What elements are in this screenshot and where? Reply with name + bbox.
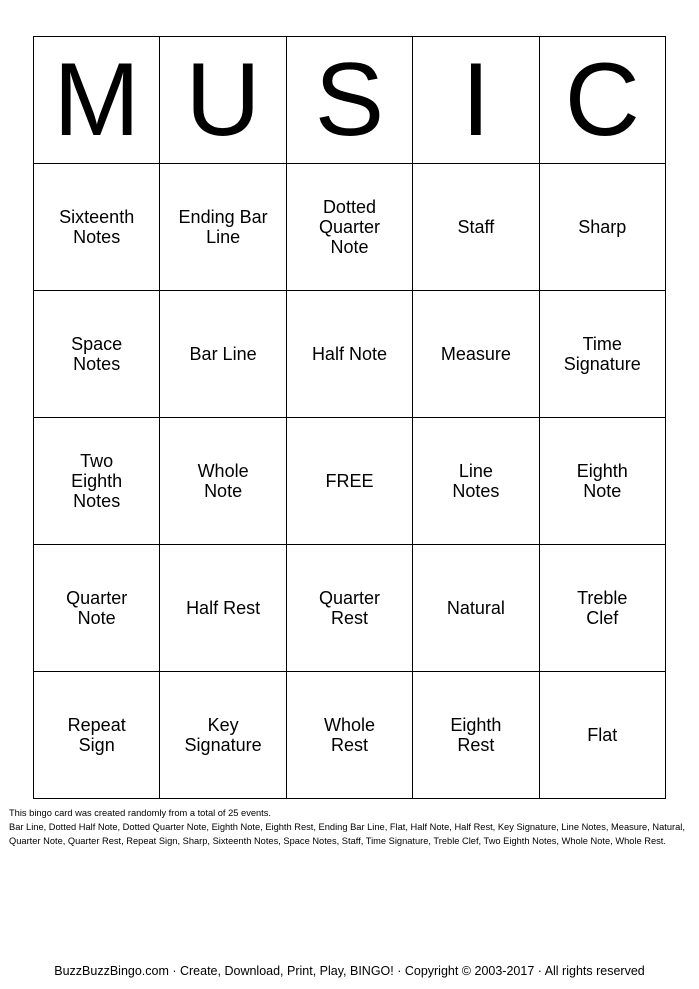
header-letter: S bbox=[286, 37, 412, 164]
bingo-cell bbox=[160, 545, 286, 672]
bingo-cell bbox=[413, 418, 539, 545]
bingo-cell bbox=[539, 672, 665, 799]
bingo-cell bbox=[539, 545, 665, 672]
bingo-cell-label: Sixteenth Notes bbox=[59, 207, 135, 247]
bingo-cell-label: Eighth Rest bbox=[450, 715, 502, 755]
bingo-cell-label: Whole Rest bbox=[323, 715, 375, 755]
bingo-cell-label: Sharp bbox=[578, 217, 627, 237]
bingo-cell bbox=[539, 418, 665, 545]
bingo-cell-label: Measure bbox=[440, 344, 511, 364]
bingo-cell bbox=[539, 291, 665, 418]
bingo-cell bbox=[160, 164, 286, 291]
bingo-cell bbox=[286, 545, 412, 672]
bingo-cell-label: Ending Bar Line bbox=[178, 207, 268, 247]
site-footer: BuzzBuzzBingo.com · Create, Download, Print, Play, BINGO! · Copyright © 2003-2017 · All rights reserved bbox=[54, 964, 645, 978]
header-letter: M bbox=[34, 37, 160, 164]
bingo-row bbox=[34, 545, 666, 672]
bingo-cell bbox=[34, 418, 160, 545]
bingo-cell bbox=[286, 164, 412, 291]
footnote-events: Bar Line, Dotted Half Note, Dotted Quarter Note, Eighth Note, Eighth Rest, Ending Bar Line, Flat, Half Note, Half Rest, Key Signature, Line Notes, Measure, Natural, Quarter Note, Quarter Rest, Repeat Sign, Sharp, Sixteenth Notes, Space Notes, Staff, Time Signature, Treble Clef, Two Eighth Notes, Whole Note, Whole Rest. bbox=[9, 822, 685, 846]
bingo-cell-label: Two Eighth Notes bbox=[71, 451, 123, 511]
bingo-cell bbox=[34, 545, 160, 672]
bingo-cell bbox=[413, 291, 539, 418]
card-footnote bbox=[9, 806, 690, 848]
bingo-cell-label: Line Notes bbox=[452, 461, 500, 501]
bingo-cell-label: Treble Clef bbox=[577, 588, 628, 628]
footnote-intro: This bingo card was created randomly from a total of 25 events. bbox=[9, 808, 271, 818]
bingo-cell bbox=[413, 164, 539, 291]
bingo-row bbox=[34, 291, 666, 418]
bingo-cell bbox=[413, 672, 539, 799]
bingo-row bbox=[34, 672, 666, 799]
bingo-cell-label: Natural bbox=[446, 598, 505, 618]
bingo-cell-label: Quarter Note bbox=[66, 588, 128, 628]
bingo-cell-label: Flat bbox=[587, 725, 618, 745]
bingo-cell bbox=[413, 545, 539, 672]
header-letter: U bbox=[160, 37, 286, 164]
bingo-card bbox=[33, 36, 666, 799]
free-space-label: FREE bbox=[325, 471, 374, 491]
bingo-cell-label: Half Rest bbox=[186, 598, 261, 618]
bingo-cell bbox=[539, 164, 665, 291]
bingo-cell bbox=[34, 164, 160, 291]
header-letter: C bbox=[539, 37, 665, 164]
free-space bbox=[286, 418, 412, 545]
bingo-cell-label: Dotted Quarter Note bbox=[318, 197, 380, 257]
bingo-cell-label: Quarter Rest bbox=[318, 588, 380, 628]
bingo-cell-label: Time Signature bbox=[563, 334, 641, 374]
bingo-cell-label: Staff bbox=[457, 217, 495, 237]
bingo-cell bbox=[160, 672, 286, 799]
bingo-cell bbox=[160, 418, 286, 545]
bingo-cell-label: Whole Note bbox=[197, 461, 249, 501]
bingo-cell-label: Key Signature bbox=[184, 715, 262, 755]
bingo-row bbox=[34, 164, 666, 291]
bingo-cell bbox=[34, 672, 160, 799]
bingo-cell-label: Half Note bbox=[311, 344, 387, 364]
bingo-cell-label: Space Notes bbox=[71, 334, 123, 374]
bingo-cell bbox=[286, 291, 412, 418]
bingo-cell-label: Bar Line bbox=[189, 344, 257, 364]
header-letter: I bbox=[413, 37, 539, 164]
header-row bbox=[34, 37, 666, 164]
bingo-cell-label: Repeat Sign bbox=[67, 715, 126, 755]
bingo-cell bbox=[160, 291, 286, 418]
bingo-cell bbox=[286, 672, 412, 799]
bingo-cell bbox=[34, 291, 160, 418]
bingo-row bbox=[34, 418, 666, 545]
bingo-cell-label: Eighth Note bbox=[576, 461, 628, 501]
